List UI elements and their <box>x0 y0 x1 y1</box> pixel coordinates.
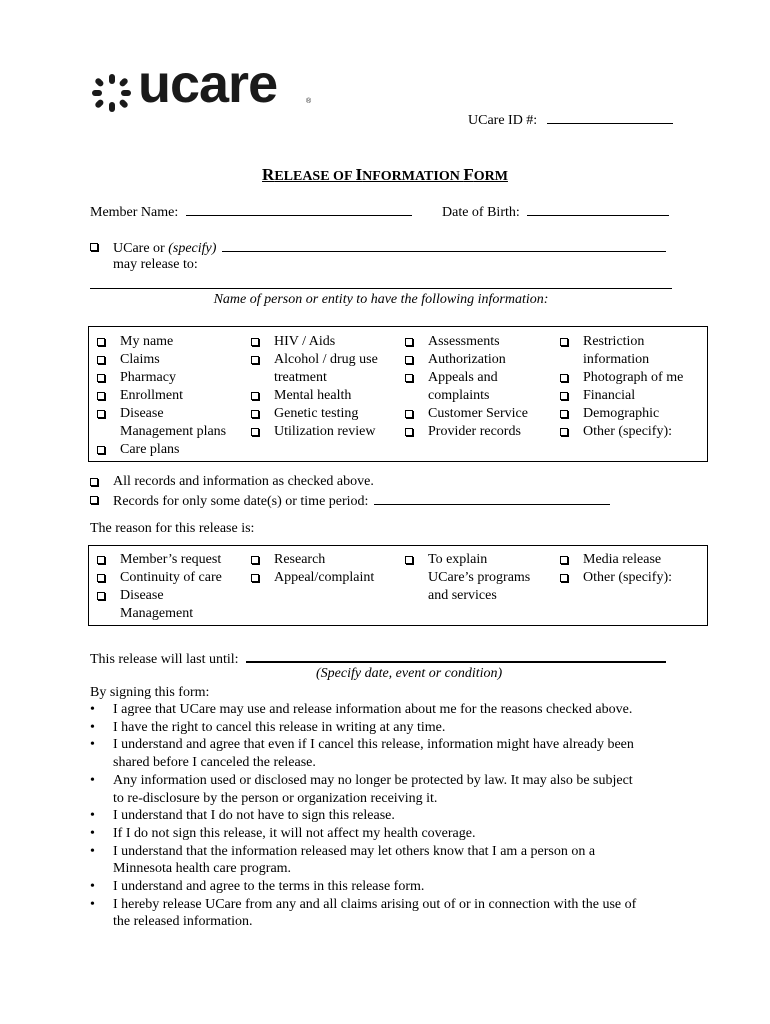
release-to-caption: Name of person or entity to have the following information: <box>213 292 549 307</box>
reason-item-checkbox[interactable] <box>97 592 105 600</box>
signing-bullet-text: I understand that the information released may let others know that I am a person on a <box>113 843 596 859</box>
info-item-checkbox[interactable] <box>560 410 568 418</box>
reason-item-label: To explain <box>428 552 488 567</box>
bullet-icon: • <box>90 825 95 841</box>
dob-field[interactable] <box>442 202 669 222</box>
info-item-checkbox[interactable] <box>97 410 105 418</box>
info-item-checkbox[interactable] <box>97 356 105 364</box>
info-item-checkbox[interactable] <box>251 356 259 364</box>
info-item-label: Photograph of me <box>583 370 684 385</box>
some-records-checkbox[interactable] <box>90 496 98 504</box>
bullet-icon: • <box>90 772 95 788</box>
signing-bullet-text: the released information. <box>113 914 253 930</box>
signing-bullet-text: I hereby release UCare from any and all claims arising out of or in connection with the use of <box>113 896 637 912</box>
duration-label: This release will last until: <box>90 652 239 667</box>
info-item-checkbox[interactable] <box>97 446 105 454</box>
info-item-label: Authorization <box>428 352 506 367</box>
bullet-icon: • <box>90 879 95 894</box>
reason-item-checkbox[interactable] <box>560 556 568 564</box>
reason-item-checkbox[interactable] <box>251 574 259 582</box>
logo-wordmark: ucare <box>138 54 278 114</box>
info-item-label: information <box>583 352 650 367</box>
info-item-checkbox[interactable] <box>405 374 413 382</box>
info-item-checkbox[interactable] <box>405 410 413 418</box>
info-item-label: Mental health <box>274 388 352 403</box>
info-item-checkbox[interactable] <box>97 338 105 346</box>
dob-label: Date of Birth: <box>442 205 520 220</box>
bullet-icon: • <box>90 808 95 824</box>
info-item-label: Care plans <box>120 442 180 457</box>
info-item-label: Management plans <box>120 424 227 439</box>
reason-item-checkbox[interactable] <box>97 574 105 582</box>
signing-bullet-text: I understand and agree to the terms in this release form. <box>113 879 425 894</box>
dob-line[interactable] <box>527 202 669 216</box>
info-type-box <box>88 326 708 462</box>
signing-heading: By signing this form: <box>90 685 210 700</box>
info-item-checkbox[interactable] <box>560 392 568 400</box>
ucare-id-label: UCare ID #: <box>468 113 538 128</box>
reason-item-label: Appeal/complaint <box>274 570 375 585</box>
all-records-checkbox[interactable] <box>90 478 98 486</box>
info-item-checkbox[interactable] <box>251 338 259 346</box>
reason-item-label: Continuity of care <box>120 570 222 585</box>
reason-heading: The reason for this release is: <box>90 521 255 536</box>
ucare-id-line[interactable] <box>547 110 673 124</box>
info-item-label: Enrollment <box>120 388 183 403</box>
info-item-checkbox[interactable] <box>560 428 568 436</box>
signing-bullet-text: I understand that I do not have to sign this release. <box>113 808 395 824</box>
reason-item-checkbox[interactable] <box>251 556 259 564</box>
info-item-checkbox[interactable] <box>251 410 259 418</box>
duration-line[interactable] <box>246 648 666 663</box>
info-item-label: complaints <box>428 388 490 403</box>
member-name-label: Member Name: <box>90 205 179 220</box>
signing-bullet-text: I understand and agree that even if I cancel this release, information might have already been <box>113 737 634 753</box>
reason-item-label: Member’s request <box>120 552 222 567</box>
info-item-checkbox[interactable] <box>560 374 568 382</box>
reason-item-label: UCare’s programs <box>428 570 531 585</box>
info-item-label: Provider records <box>428 424 521 439</box>
info-item-checkbox[interactable] <box>251 428 259 436</box>
info-item-label: My name <box>120 334 174 349</box>
info-item-checkbox[interactable] <box>405 338 413 346</box>
reason-item-label: Management <box>120 606 194 621</box>
signing-bullet-text: Minnesota health care program. <box>113 861 292 877</box>
release-by-line[interactable] <box>222 238 666 252</box>
reason-box <box>88 545 708 626</box>
info-item-label: Assessments <box>428 334 500 349</box>
release-to-line[interactable] <box>90 275 672 289</box>
reason-item-label: Research <box>274 552 326 567</box>
reason-item-checkbox[interactable] <box>97 556 105 564</box>
some-records-label: Records for only some date(s) or time period: <box>113 494 369 509</box>
ucare-id-field[interactable] <box>468 110 673 130</box>
info-item-checkbox[interactable] <box>560 338 568 346</box>
bullet-icon: • <box>90 702 95 717</box>
info-item-label: Disease <box>120 406 164 421</box>
info-item-checkbox[interactable] <box>97 392 105 400</box>
reason-item-label: Other (specify): <box>583 570 673 585</box>
logo-registered: ® <box>306 98 312 105</box>
release-to-label: may release to: <box>113 257 198 272</box>
info-item-label: HIV / Aids <box>274 334 336 349</box>
all-records-label: All records and information as checked above. <box>113 474 374 489</box>
info-item-label: Demographic <box>583 406 660 421</box>
signing-bullet-text: I have the right to cancel this release in writing at any time. <box>113 719 446 735</box>
ucare-mark-icon <box>90 72 134 116</box>
info-item-label: Other (specify): <box>583 424 673 439</box>
info-item-label: treatment <box>274 370 327 385</box>
duration-caption: (Specify date, event or condition) <box>316 666 503 681</box>
reason-item-checkbox[interactable] <box>405 556 413 564</box>
some-records-line[interactable] <box>374 491 610 505</box>
bullet-icon: • <box>90 843 95 859</box>
info-item-checkbox[interactable] <box>405 356 413 364</box>
info-item-label: Financial <box>583 388 636 403</box>
info-item-checkbox[interactable] <box>251 392 259 400</box>
signing-bullet-text: to re-disclosure by the person or organization receiving it. <box>113 790 438 806</box>
reason-item-label: Disease <box>120 588 164 603</box>
info-item-label: Alcohol / drug use <box>274 352 378 367</box>
bullet-icon: • <box>90 719 95 735</box>
info-item-label: Customer Service <box>428 406 528 421</box>
info-item-label: Utilization review <box>274 424 376 439</box>
signing-bullet-text: shared before I canceled the release. <box>113 755 316 771</box>
bullet-icon: • <box>90 737 95 753</box>
info-item-checkbox[interactable] <box>405 428 413 436</box>
release-by-checkbox[interactable] <box>90 243 98 251</box>
reason-item-label: and services <box>428 588 497 603</box>
member-name-field[interactable] <box>90 202 412 222</box>
signing-bullet-text: Any information used or disclosed may no longer be protected by law. It may also be subject <box>113 772 633 788</box>
page-title: RELEASE OF INFORMATION FORM <box>262 165 508 184</box>
reason-item-checkbox[interactable] <box>560 574 568 582</box>
info-item-label: Genetic testing <box>274 406 359 421</box>
signing-bullet-text: I agree that UCare may use and release information about me for the reasons checked above. <box>113 702 633 717</box>
info-item-label: Appeals and <box>428 370 498 385</box>
member-name-line[interactable] <box>186 202 412 216</box>
info-item-checkbox[interactable] <box>97 374 105 382</box>
signing-bullet-text: If I do not sign this release, it will not affect my health coverage. <box>113 825 476 841</box>
info-item-label: Claims <box>120 352 160 367</box>
bullet-icon: • <box>90 896 95 912</box>
reason-item-label: Media release <box>583 552 662 567</box>
info-item-label: Restriction <box>583 334 645 349</box>
info-item-label: Pharmacy <box>120 370 176 385</box>
